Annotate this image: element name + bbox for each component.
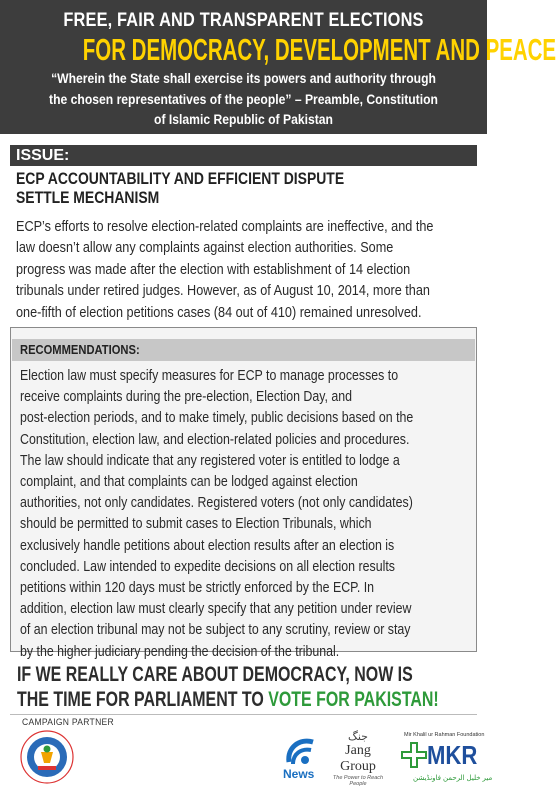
issue-title-line: SETTLE MECHANISM [16, 188, 160, 207]
jang-urdu-mark: جنگ [348, 730, 368, 743]
cta-line2-prefix: THE TIME FOR PARLIAMENT TO [17, 688, 269, 711]
recommendations-line: petitions within 120 days must be strictly enforced by the ECP. In [20, 580, 375, 597]
issue-body-line: progress was made after the election with establishment of 14 election [16, 261, 411, 278]
issue-body-line: tribunals under retired judges. However, as of August 10, 2014, more than [16, 283, 430, 300]
jang-group-name: Jang Group [340, 743, 376, 774]
footer-divider [10, 714, 477, 715]
header-title-line2: FOR DEMOCRACY, DEVELOPMENT AND PEACE [82, 32, 556, 67]
recommendations-line: authorities, not only candidates. Registered voters (not only candidates) [20, 495, 413, 512]
recommendations-line: of an election tribunal may not be subject to any scrutiny, review or stay [20, 622, 411, 639]
issue-body [16, 217, 434, 324]
recommendations-body [20, 366, 459, 663]
mkr-name: MKR [427, 740, 478, 770]
header-banner [0, 0, 556, 134]
geo-news-logo [283, 734, 321, 784]
campaign-seal-logo [20, 730, 74, 784]
header-title-line1: FREE, FAIR AND TRANSPARENT ELECTIONS [63, 10, 424, 31]
recommendations-line: addition, election law must clearly specify that any petition under review [20, 601, 412, 618]
issue-label: ISSUE: [16, 147, 70, 164]
jang-group-logo [326, 730, 390, 786]
header-quote-line: the chosen representatives of the people” – Preamble, Constitution [49, 91, 438, 107]
recommendations-label-bar [12, 339, 475, 361]
geo-news-label: News [283, 767, 315, 781]
call-to-action [17, 662, 439, 712]
cta-highlight: VOTE FOR PAKISTAN! [268, 688, 439, 711]
geo-swirl-icon [283, 734, 321, 768]
mkr-urdu-text: میر خلیل الرحمن فاونڈیشن [413, 775, 493, 782]
issue-body-line: law doesn’t allow any complaints against election authorities. Some [16, 240, 394, 257]
recommendations-line: should be permitted to submit cases to Election Tribunals, which [20, 516, 372, 533]
mkr-cross-icon [401, 740, 427, 770]
recommendations-line: receive complaints during the pre-election, Election Day, and [20, 389, 353, 406]
issue-body-line: ECP’s efforts to resolve election-related complaints are ineffective, and the [16, 219, 434, 235]
issue-title [16, 169, 344, 207]
jang-tagline: The Power to Reach People [332, 775, 384, 787]
campaign-partner-label: CAMPAIGN PARTNER [22, 717, 114, 727]
issue-label-bar [10, 145, 477, 166]
recommendations-line: The law should indicate that any registered voter is entitled to lodge a [20, 452, 400, 469]
recommendations-line: concluded. Law intended to expedite decisions on all election results [20, 558, 395, 575]
cta-line1: IF WE REALLY CARE ABOUT DEMOCRACY, NOW IS [17, 663, 413, 686]
mkr-foundation-label: Mir Khalil ur Rahman Foundation [404, 732, 485, 738]
recommendations-line: post-election periods, and to make timely, public decisions based on the [20, 410, 414, 427]
issue-body-line: one-fifth of election petitions cases (84 out of 410) remained unresolved. [16, 304, 422, 321]
header-quote-line: of Islamic Republic of Pakistan [154, 112, 333, 127]
recommendations-line: exclusively handle petitions about election results after an election is [20, 537, 395, 554]
issue-title-line: ECP ACCOUNTABILITY AND EFFICIENT DISPUTE [16, 169, 345, 188]
header-quote-line: “Wherein the State shall exercise its powers and authority through [51, 71, 436, 86]
recommendations-line: Election law must specify measures for ECP to manage processes to [20, 368, 399, 384]
recommendations-line: Constitution, election law, and election-related policies and procedures. [20, 431, 410, 448]
recommendations-label: RECOMMENDATIONS: [20, 342, 140, 357]
cta-line2 [17, 687, 439, 712]
recommendations-line: complaint, and that complaints can be lodged against election [20, 474, 358, 491]
recommendations-line: by the higher judiciary pending the decision of the tribunal. [20, 643, 340, 660]
mkr-logo [401, 740, 479, 772]
